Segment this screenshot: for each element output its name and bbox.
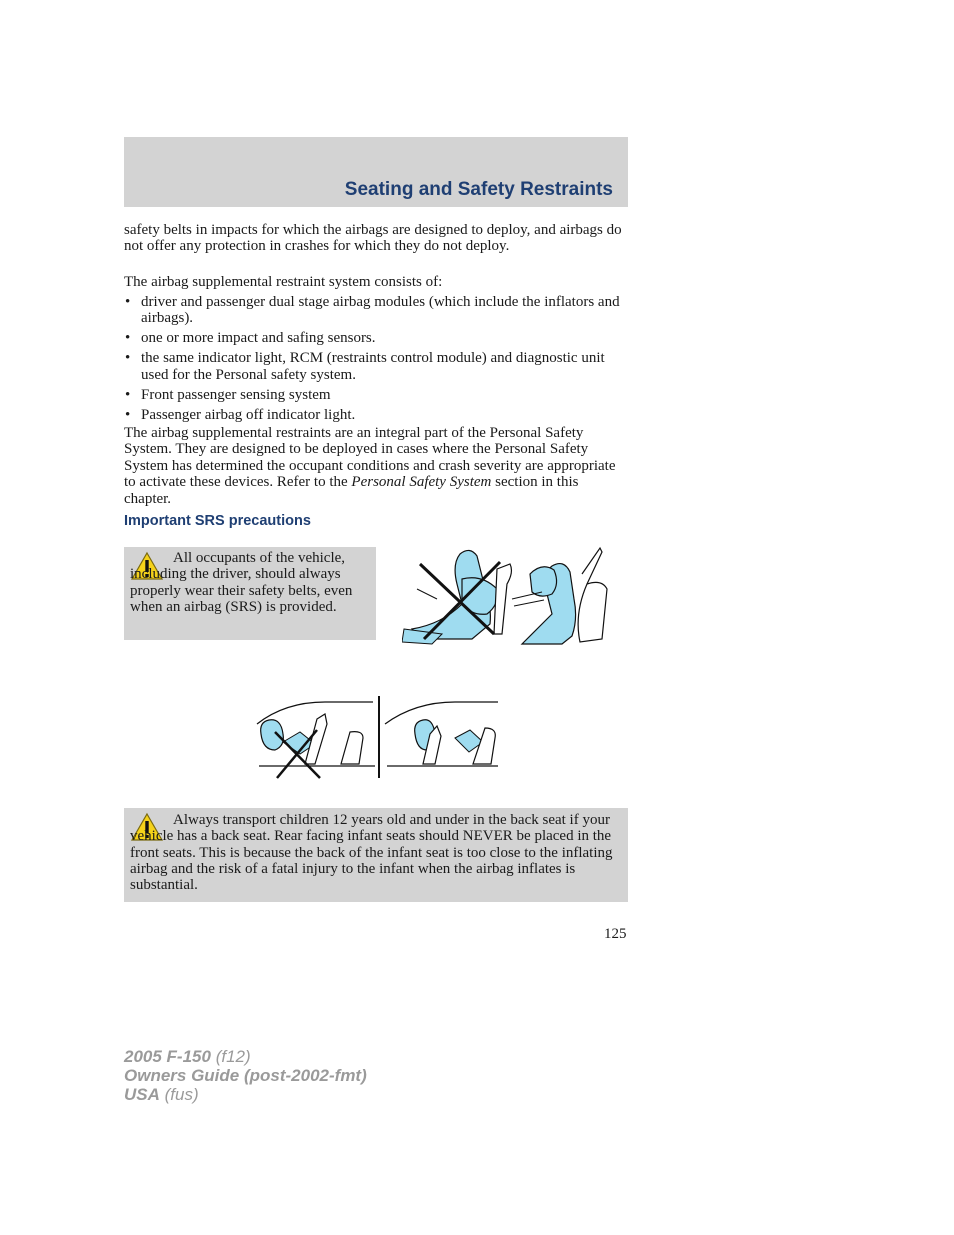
- footer-line-region: USA (fus): [124, 1085, 199, 1104]
- warning-text: All occupants of the vehicle, including the driver, should always properly wear their safety belts, even when an airbag (SRS) is provided.: [130, 550, 353, 615]
- bullet-glyph: •: [125, 386, 131, 403]
- subheading: Important SRS precautions: [124, 513, 311, 529]
- occupant-airbag-illustration: [402, 544, 622, 646]
- bullet-glyph: •: [125, 350, 131, 367]
- section-title: Seating and Safety Restraints: [344, 179, 613, 200]
- bullet-glyph: •: [125, 330, 131, 347]
- bullet-glyph: •: [125, 406, 131, 423]
- intro-paragraph: safety belts in impacts for which the airbags are designed to deploy, and airbags do not offer any protection in crashes for which they do not deploy.: [124, 222, 622, 255]
- warning-box-seatbelts: [124, 547, 376, 640]
- warning-box-children: [124, 808, 628, 902]
- footer-line-guide: Owners Guide (post-2002-fmt): [124, 1066, 367, 1085]
- document-footer: [124, 1047, 367, 1104]
- footer-line-model: 2005 F-150 (f12): [124, 1047, 251, 1066]
- list-item: • Passenger airbag off indicator light.: [125, 406, 356, 423]
- section-header-band: [124, 137, 628, 207]
- system-description-paragraph: The airbag supplemental restraints are an integral part of the Personal Safety System. They are designed to be deployed in cases where the Personal Safety System has determined the occupant conditions and crash severity are appropriate to activate these devices. Refer to the Personal Safety System section in this chapter.: [124, 425, 616, 507]
- infant-seat-illustration: [255, 694, 500, 780]
- list-item: • Front passenger sensing system: [125, 386, 331, 403]
- warning-text: Always transport children 12 years old and under in the back seat if your vehicle has a back seat. Rear facing infant seats should NEVER be placed in the front seats. This is because the back of the infant seat is too close to the inflating airbag and the risk of a fatal injury to the infant when the airbag inflates is substantial.: [130, 812, 613, 894]
- components-list: [124, 294, 628, 427]
- list-item: • one or more impact and safing sensors.: [125, 330, 376, 347]
- page-number: 125: [604, 926, 627, 942]
- list-item: • the same indicator light, RCM (restraints control module) and diagnostic unit used for the Personal safety system.: [125, 350, 605, 383]
- section-reference: Personal Safety System: [351, 474, 492, 491]
- list-item: • driver and passenger dual stage airbag modules (which include the inflators and airbags).: [125, 294, 620, 327]
- list-intro-paragraph: The airbag supplemental restraint system consists of:: [124, 274, 443, 290]
- bullet-glyph: •: [125, 294, 131, 310]
